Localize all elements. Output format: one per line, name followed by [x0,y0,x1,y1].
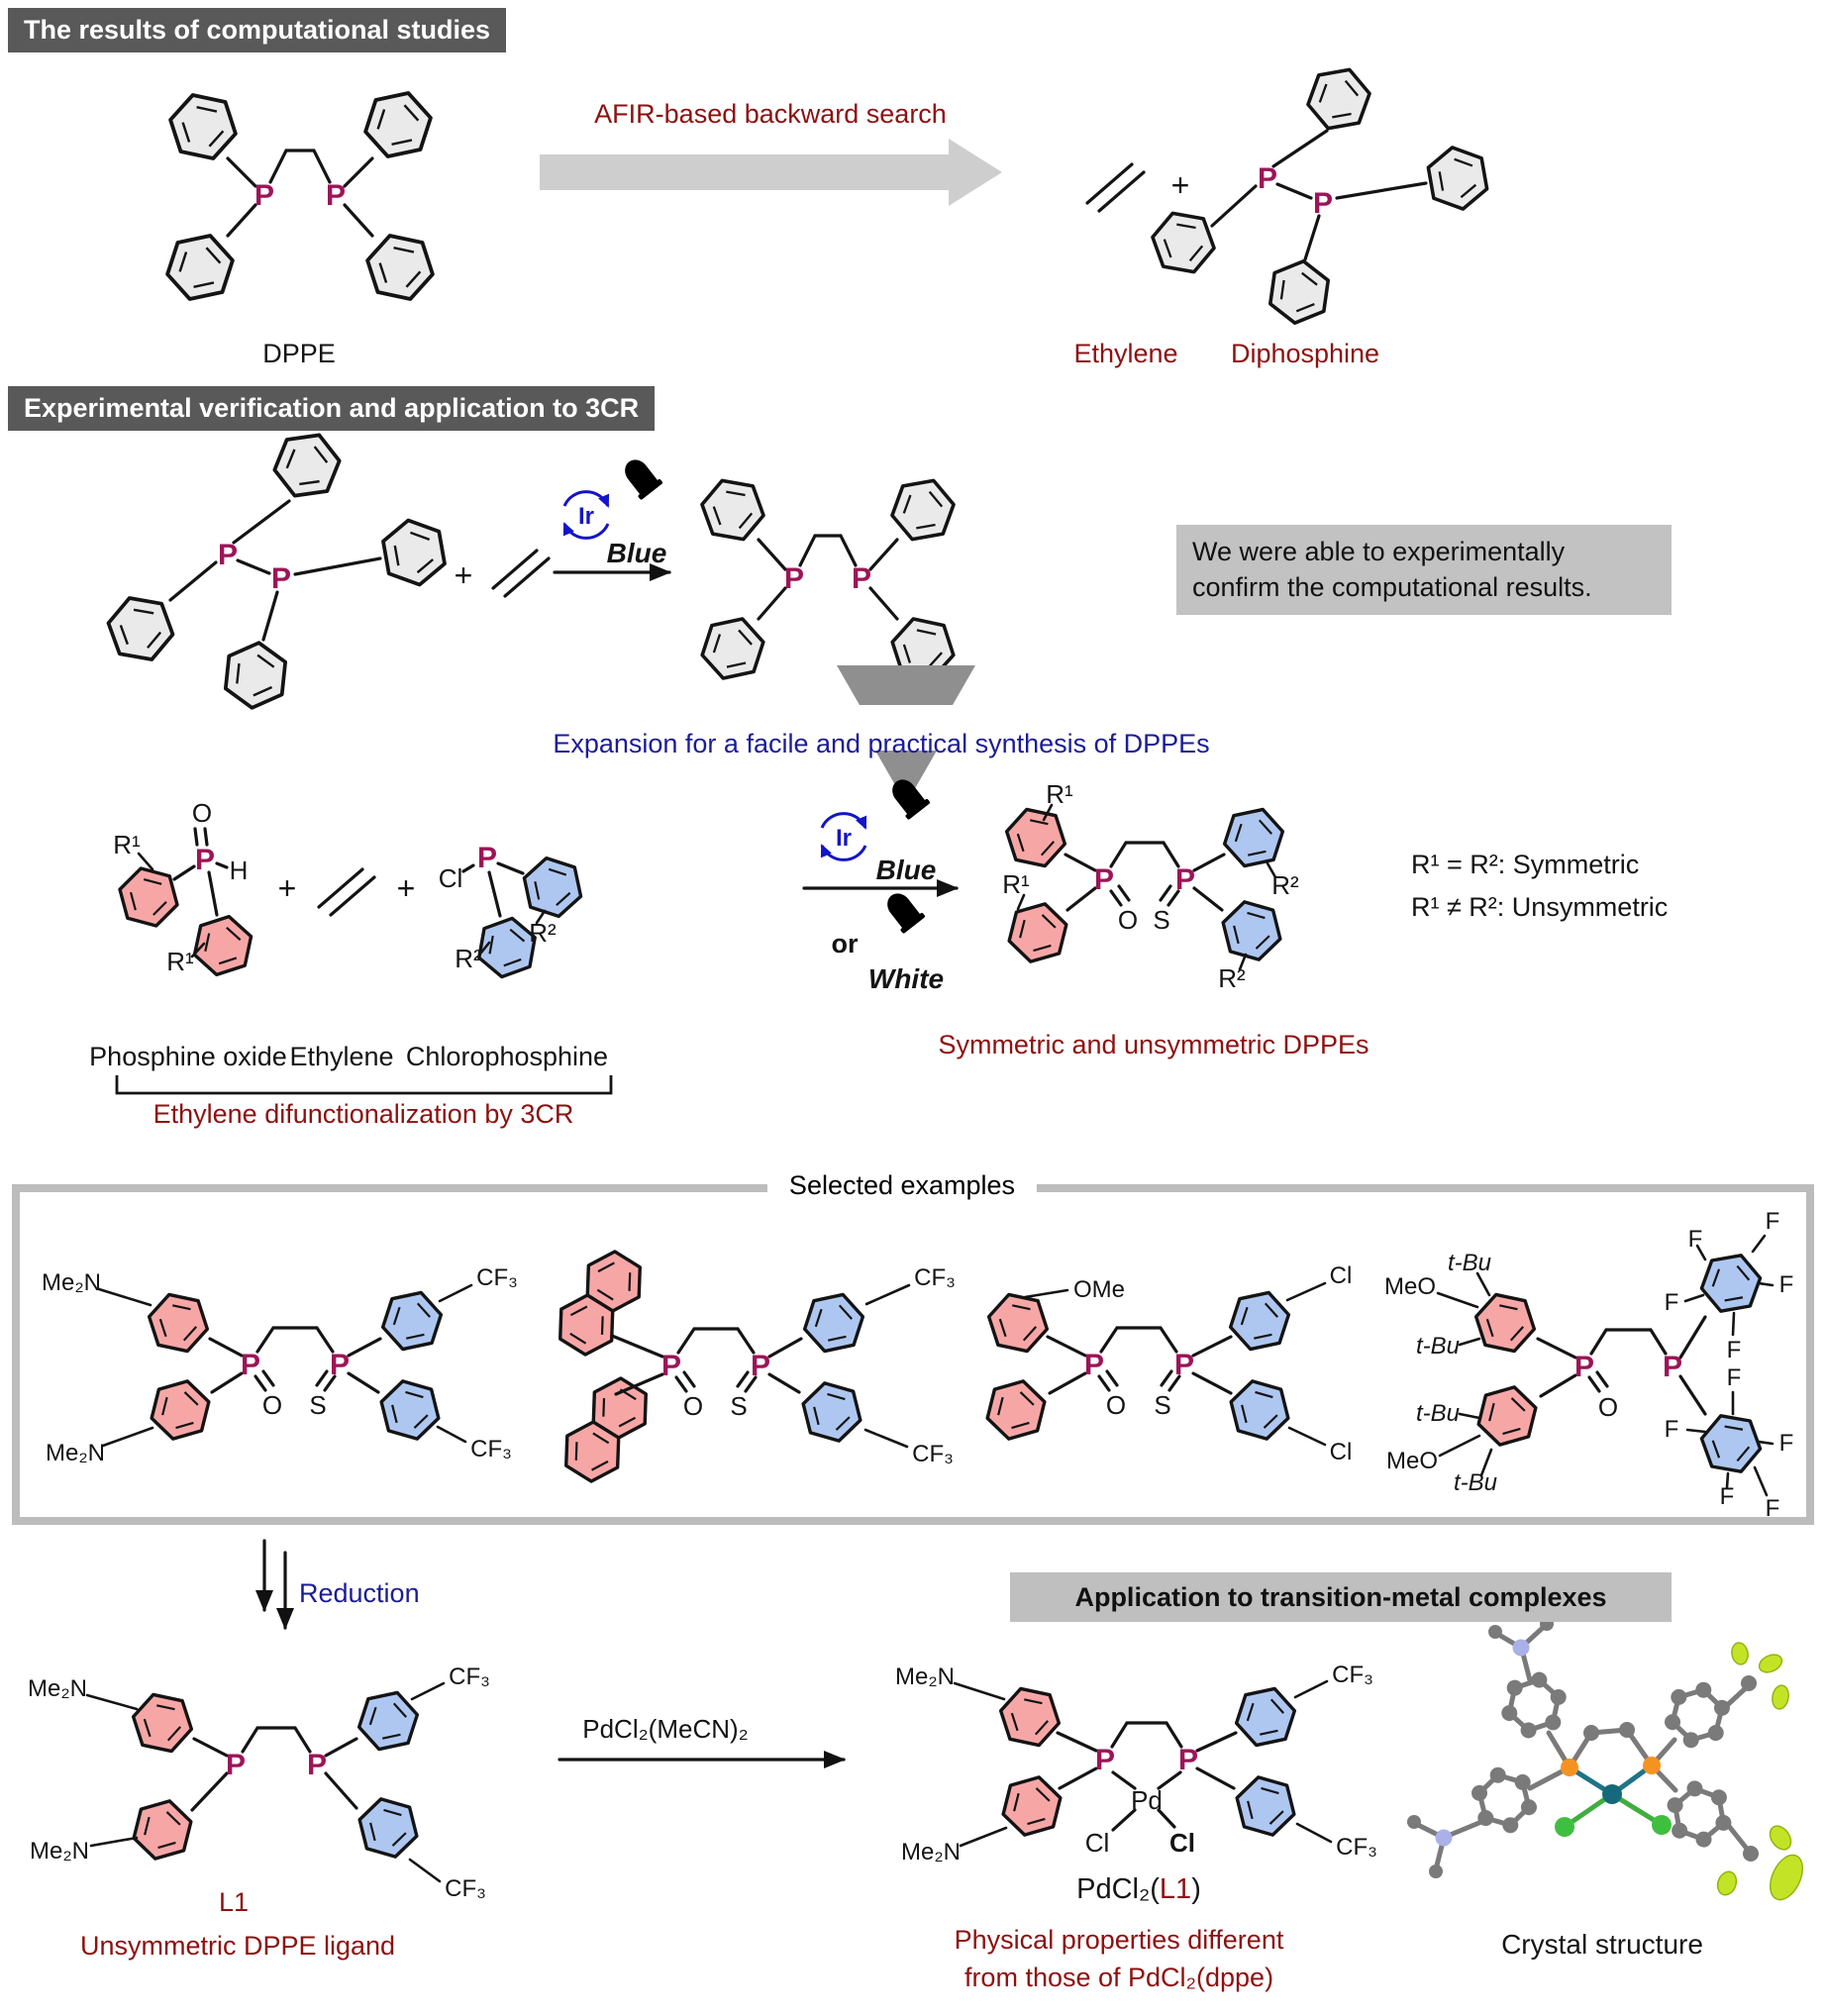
cf3-label: CF₃ [476,1264,518,1291]
p-atom: P [1573,1351,1595,1383]
p-atom: P [1662,1351,1683,1383]
f-atom: F [1664,1416,1679,1443]
phenyl-ring [1426,143,1490,214]
o-atom: O [261,1390,283,1420]
diphosphine-label: Diphosphine [1230,339,1380,368]
meo-label: MeO [1383,1273,1437,1300]
phosphine-oxide-structure [113,798,254,980]
phenyl-ring [697,611,767,687]
afir-arrow-label: AFIR-based backward search [594,99,947,129]
r1-label: R¹ [1002,869,1030,899]
cf3-label: CF₃ [449,1663,490,1690]
aryl-ring-blue [355,1684,422,1757]
cl-atom: Cl [1084,1828,1110,1858]
cf3-label: CF₃ [912,1441,954,1467]
expansion-label: Expansion for a facile and practical synthesis of DPPEs [553,729,1210,758]
me2n-label: Me₂N [30,1838,89,1865]
aryl-ring-blue [1220,896,1284,966]
phenyl-ring [362,227,438,308]
s-atom: S [309,1390,327,1420]
tbu-label: t-Bu [1415,1400,1461,1427]
f-atom: F [1778,1430,1794,1457]
p-atom: P [240,1349,261,1381]
r2-label: R² [455,944,482,973]
selected-examples-title: Selected examples [767,1170,1037,1201]
section-header-computational: The results of computational studies [8,8,506,52]
ir-label: Ir [835,825,853,852]
cl-atom: Cl [438,863,463,893]
blue-led-icon [618,454,677,518]
diphosphine-structure-row1 [1148,60,1490,327]
ethylene-label: Ethylene [1073,339,1178,368]
chlorophosphine-structure [439,842,584,981]
p-atom: P [783,562,805,595]
reduction-label: Reduction [299,1578,420,1608]
f-atom: F [1778,1271,1794,1298]
phenyl-ring [162,227,238,308]
bracket-caption: Ethylene difunctionalization by 3CR [152,1099,574,1129]
p-atom: P [750,1350,771,1382]
plus-sign: + [1170,167,1190,203]
cl-atom: Cl [1329,1262,1353,1289]
ome-label: OMe [1072,1276,1126,1303]
note-line2: confirm the computational results. [1192,571,1592,602]
blue-light-label: Blue [606,538,667,568]
pdcl2-complex-structure [895,1662,1377,1865]
aryl-ring-blue [1234,1771,1298,1842]
chlorophosphine-label: Chlorophosphine [405,1042,609,1071]
pd-reagent-arrow [559,1714,844,1760]
p-atom: P [1173,1349,1195,1381]
f-atom: F [1687,1226,1703,1253]
aryl-ring-pink [996,1680,1064,1753]
diphosphine-structure-row2 [103,425,448,711]
r1-label: R¹ [113,830,141,859]
product-caption: Symmetric and unsymmetric DPPEs [938,1030,1370,1059]
pd-caption-line2: from those of PdCl₂(dppe) [964,1963,1274,1992]
cf3-label: CF₃ [470,1436,512,1462]
o-atom: O [1105,1390,1127,1420]
cf3-label: CF₃ [1336,1834,1377,1861]
l1-caption: Unsymmetric DPPE ligand [79,1931,396,1961]
p-atom: P [1174,863,1196,896]
p-atom: P [1312,187,1334,220]
phenyl-ring [268,425,346,507]
s-atom: S [1153,905,1170,935]
me2n-label: Me₂N [901,1839,961,1865]
rule-unsymmetric: R¹ ≠ R²: Unsymmetric [1411,892,1669,922]
dppe-label: DPPE [262,339,336,368]
note-line1: We were able to experimentally [1192,537,1566,566]
aryl-ring-pink [131,1795,195,1865]
phenyl-ring [103,588,178,669]
h-atom: H [229,856,249,885]
rule-symmetric: R¹ = R²: Symmetric [1411,850,1640,879]
aryl-ring-pink [1002,801,1069,873]
p-atom: P [1177,1744,1199,1776]
aryl-ring-blue [1232,1680,1299,1753]
ethylene-glyph-row2 [493,551,549,596]
s-atom: S [730,1391,748,1421]
l1-structure [28,1663,490,1902]
r2-label: R² [1218,963,1246,993]
cf3-label: CF₃ [914,1264,956,1291]
phenyl-ring [224,640,287,711]
f-atom: F [1664,1289,1679,1316]
p-atom: P [660,1350,682,1382]
aryl-ring-pink [129,1686,196,1759]
o-atom: O [682,1391,704,1421]
phosphine-oxide-label: Phosphine oxide [89,1042,287,1071]
white-light-label: White [867,963,945,994]
p-atom: P [194,844,216,876]
blue-light-label: Blue [875,855,937,885]
aryl-ring-pink [1000,1771,1065,1842]
f-atom: F [1726,1337,1742,1363]
me2n-label: Me₂N [895,1663,955,1690]
ethylene-glyph-row1 [1087,164,1144,211]
dppe-structure-row1 [162,84,438,308]
pd-caption-line1: Physical properties different [954,1925,1284,1955]
block-arrow [540,139,1002,206]
phenyl-ring [887,471,960,549]
p-atom: P [254,179,275,212]
p-atom: P [270,562,292,595]
f-atom: F [1765,1208,1780,1235]
r2-label: R² [529,918,557,948]
note-box [1176,525,1672,615]
dppe-product-structure [1002,779,1299,993]
cf3-label: CF₃ [1332,1662,1373,1688]
p-atom: P [306,1749,328,1781]
or-label: or [831,929,859,958]
phenyl-ring [165,86,241,167]
phenyl-ring [1268,257,1331,327]
cl-atom: Cl [1329,1439,1353,1465]
r1-label: R¹ [166,947,194,976]
p-atom: P [329,1349,351,1381]
white-led-icon [880,887,940,952]
s-atom: S [1154,1390,1171,1420]
phenyl-ring [1303,60,1375,138]
pd-reagent-label: PdCl₂(MeCN)₂ [582,1714,749,1744]
aryl-ring-blue [356,1793,421,1864]
me2n-label: Me₂N [46,1440,105,1466]
pdcl2-l1-post: ) [1191,1873,1201,1905]
ethylene-label-row3: Ethylene [289,1042,394,1071]
me2n-label: Me₂N [28,1675,87,1702]
l1-label: L1 [218,1887,250,1917]
r1-label: R¹ [1046,779,1073,809]
p-atom: P [225,1749,247,1781]
p-atom: P [1257,162,1278,195]
aryl-ring-blue [1220,801,1287,873]
meo-label: MeO [1385,1448,1439,1474]
aryl-ring-pink [116,861,181,932]
cf3-label: CF₃ [445,1875,486,1902]
o-atom: O [1117,905,1139,935]
f-atom: F [1726,1364,1742,1391]
reduction-arrows [264,1541,285,1628]
ir-cycle-icon-row3 [822,814,865,860]
plus-sign: + [396,870,416,906]
phenyl-ring [380,516,448,590]
pdcl2-l1-pre: PdCl₂( [1076,1873,1160,1905]
section-header-application: Application to transition-metal complexes [1010,1572,1672,1622]
f-atom: F [1719,1483,1735,1510]
pdcl2-l1-red: L1 [1159,1873,1192,1905]
tbu-label: t-Bu [1415,1333,1461,1360]
f-atom: F [1765,1495,1780,1522]
plus-sign: + [277,870,297,906]
tbu-label: t-Bu [1447,1250,1492,1276]
p-atom: P [325,179,347,212]
p-atom: P [1094,1744,1116,1776]
ir-label: Ir [577,503,595,530]
p-atom: P [476,842,498,874]
me2n-label: Me₂N [42,1269,101,1296]
phenyl-ring [697,471,769,549]
plus-sign: + [454,557,473,593]
phenyl-ring [1148,204,1220,281]
selected-examples-box [12,1184,1814,1525]
aryl-ring-blue [521,853,583,922]
ir-cycle-icon [564,492,608,539]
ethylene-glyph-row3 [319,869,374,915]
dppe-structure-row2 [697,471,960,686]
r2-label: R² [1271,870,1299,900]
tbu-label: t-Bu [1453,1469,1498,1496]
p-atom: P [1083,1349,1105,1381]
pd-atom: Pd [1131,1785,1163,1815]
crystal-structure-caption: Crystal structure [1501,1929,1703,1960]
o-atom: O [191,798,213,828]
section-header-experimental: Experimental verification and application to 3CR [8,386,655,431]
cl-atom-bold: Cl [1169,1828,1195,1858]
p-atom: P [851,562,872,595]
bracket [117,1075,611,1093]
crystal-structure-image [1407,1617,1809,1905]
phenyl-ring [360,84,436,165]
aryl-ring-pink [1006,898,1070,968]
o-atom: O [1597,1392,1619,1422]
p-atom: P [1093,863,1115,896]
p-atom: P [217,539,239,571]
pdcl2-l1-label [1076,1873,1201,1906]
